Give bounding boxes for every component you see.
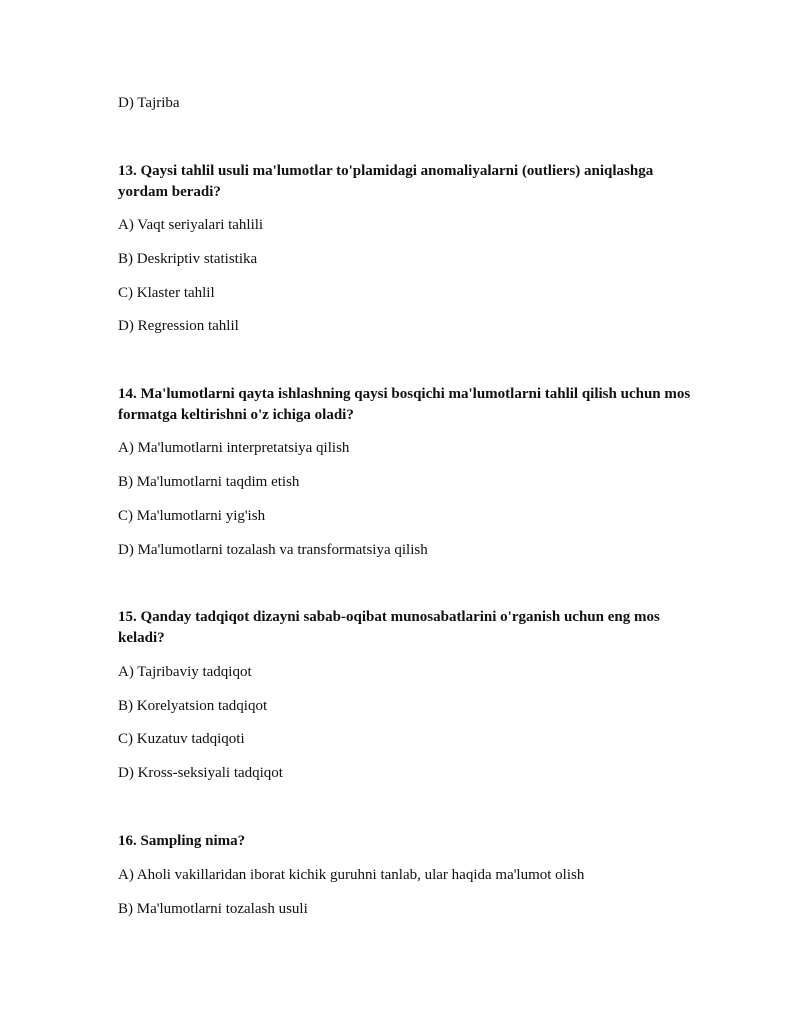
question-13-option-a: A) Vaqt seriyalari tahlili	[118, 217, 264, 233]
question-14-option-a: A) Ma'lumotlarni interpretatsiya qilish	[118, 440, 350, 456]
question-15-option-c: C) Kuzatuv tadqiqoti	[118, 731, 245, 747]
question-14-option-b: B) Ma'lumotlarni taqdim etish	[118, 474, 300, 490]
question-16-option-a: A) Aholi vakillaridan iborat kichik guruhni tanlab, ular haqida ma'lumot olish	[118, 867, 585, 883]
question-14-option-d: D) Ma'lumotlarni tozalash va transformatsiya qilish	[118, 542, 428, 558]
question-15-text: 15. Qanday tadqiqot dizayni sabab-oqibat munosabatlarini o'rganish uchun eng mos keladi?	[118, 609, 660, 646]
previous-option-d: D) Tajriba	[118, 95, 180, 111]
question-16-option-b: B) Ma'lumotlarni tozalash usuli	[118, 901, 308, 917]
question-13-option-d: D) Regression tahlil	[118, 318, 239, 334]
question-13-option-b: B) Deskriptiv statistika	[118, 251, 258, 267]
question-14-option-c: C) Ma'lumotlarni yig'ish	[118, 508, 266, 524]
question-14-text: 14. Ma'lumotlarni qayta ishlashning qaysi bosqichi ma'lumotlarni tahlil qilish uchun mos formatga keltirishni o'z ichiga oladi?	[118, 386, 691, 423]
question-15-option-d: D) Kross-seksiyali tadqiqot	[118, 765, 283, 781]
question-13-text: 13. Qaysi tahlil usuli ma'lumotlar to'plamidagi anomaliyalarni (outliers) aniqlashga yordam beradi?	[118, 163, 654, 200]
question-15-option-a: A) Tajribaviy tadqiqot	[118, 664, 252, 680]
question-13-option-c: C) Klaster tahlil	[118, 285, 215, 301]
question-15-option-b: B) Korelyatsion tadqiqot	[118, 698, 268, 714]
question-16-text: 16. Sampling nima?	[118, 833, 246, 849]
